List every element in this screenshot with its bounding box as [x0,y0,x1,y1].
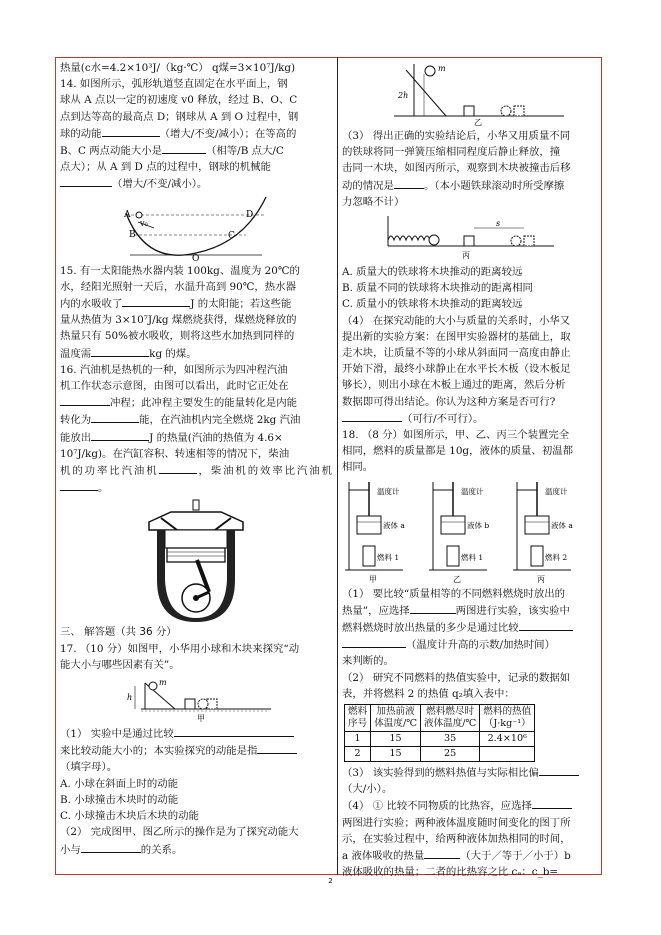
question-17-options [60,776,332,825]
answer-blank[interactable] [159,462,197,474]
table-header: 燃料燃尽时 液体温度/℃ [420,705,479,732]
table-header: 燃料的热值 （J·kg⁻¹） [480,705,535,732]
fuel-data-table [344,704,535,762]
table-row [345,747,535,762]
answer-blank[interactable] [174,725,294,737]
column-divider [337,57,338,875]
question-17-4: （4） 在探究动能的大小与质量的关系时，小华又 提出新的实验方案：在图甲实验器材的基础上，取 走木块，让质量不等的小球从斜面同一高度由静止 开始下滑，最终小球静止在水平长木板（设木板足 够长），则出小球在木板上通过的距离，然后分析 数据即可得出结论。你认为这种方案是否可行? （可行/不可行）。 [342,314,571,425]
question-17: 17. （10 分）如图甲，小华用小球和木块来探究“动 能大小与哪些因素有关”。 [60,642,300,671]
left-column [60,60,332,858]
question-18-2: （2） 研究不同燃料的热值实验中，记录的数据如 表，并将燃料 2 的热值 q₂填入表中： [342,671,571,700]
question-18-3: （3） 该实验得到的燃料热值与实际相比偏 （大/小）。 [342,764,596,797]
answer-blank[interactable] [60,394,110,406]
answer-blank[interactable] [394,177,424,189]
question-16: 16. 汽油机是热机的一种，如图所示为四冲程汽油 机工作状态示意图，由图可以看出，此时它正处在 冲程；此冲程主要发生的能量转化是内能 转化为 能，在汽油机内完全燃烧 2kg 汽油 能放出 J 的热量(汽油的热值为 4.6× 10⁷J/kg)。在汽缸容积、转速相等的情况下，柴油 机的功率比汽油机 ，柴油机的效率比汽油机。 [60,363,333,495]
svg-text:温度计: 温度计 [377,486,400,496]
table-header-row [345,705,535,732]
table-cell: 15 [371,732,421,747]
apparatus-jia [345,482,405,584]
svg-text:乙: 乙 [453,574,461,584]
figure-bing [384,212,554,262]
svg-text:燃料 1: 燃料 1 [377,552,400,562]
option-b: B. 小球撞击木块时的动能 [60,793,179,806]
answer-blank[interactable] [424,847,460,859]
table-cell: 15 [371,747,421,762]
question-17-2: （2） 完成图甲、图乙所示的操作是为了探究动能大 小与 的关系。 [60,826,299,856]
svg-text:温度计: 温度计 [461,486,484,496]
table-row [345,732,535,747]
figure-yi [374,62,564,126]
svg-text:s: s [496,219,501,229]
page-number: 2 [328,877,333,885]
answer-blank[interactable] [519,619,573,631]
svg-text:丙: 丙 [537,574,545,584]
answer-blank[interactable] [410,602,456,614]
question-14: 14. 如图所示，弧形轨道竖直固定在水平面上，钢 球从 A 点以一定的初速度 v0 释放，经过 B、O、C 点到达等高的最高点 D；钢球从 A 到 O 过程中，钢 球的动能 （增大/不变/减小）；在等高的 B、C 两点动能大小是 （相等/B 点大/C 点大）；从 A 到 D 点的过程中，钢球的机械能 （增大/不变/减小）。 [60,78,299,191]
svg-text:液体 a: 液体 a [383,520,405,530]
svg-text:甲: 甲 [197,714,205,724]
apparatus-bing [513,482,573,584]
answer-blank[interactable] [91,345,149,357]
figure-18-apparatus [343,478,595,584]
answer-blank[interactable] [60,479,98,491]
question-17-1: （1） 实验中是通过比较 来比较动能大小的；本实验探究的动能是指 （填字母）。 [60,725,332,776]
answer-blank[interactable] [162,142,206,154]
svg-text:h: h [127,693,133,703]
svg-text:燃料 1: 燃料 1 [461,552,484,562]
svg-text:C: C [228,230,235,241]
answer-blank[interactable] [342,636,406,648]
svg-text:B: B [129,229,136,240]
svg-text:D: D [246,209,254,220]
option-a: A. 质量大的铁球将木块推动的距离较远 [342,266,523,279]
gasoline-engine-figure [141,498,251,622]
answer-blank[interactable] [122,295,190,307]
svg-text:丙: 丙 [462,251,470,261]
section-3-heading: 三、 解答题（共 36 分） [60,626,177,639]
question-18-1: （1） 要比较“质量相等的不同燃料燃烧时放出的 热量”，应选择 两图进行实验，该实验中 燃料燃烧时放出热量的多少是通过比较 （温度计升高的示数/加热时间） 来判断的。 [342,586,596,670]
svg-text:液体 a: 液体 a [551,520,573,530]
table-cell-blank[interactable] [480,747,535,762]
option-b: B. 质量不同的铁球将木块推动的距离相同 [342,282,533,295]
svg-text:乙: 乙 [474,118,482,126]
table-header: 加热前液 体温度/℃ [371,705,421,732]
answer-blank[interactable] [257,742,297,754]
question-17-3: （3） 得出正确的实验结论后，小华又用质量不同 的铁球将同一弹簧压缩相同程度后静止释放，撞 击同一木块，如图丙所示，观察到木块被撞击后移 动的情况是 。（本小题铁球滚动时所受摩擦 力忽略不计） [342,130,571,208]
apparatus-yi [429,482,489,584]
answer-blank[interactable] [60,175,112,187]
answer-blank[interactable] [539,764,579,776]
svg-text:m: m [438,64,446,73]
question-15: 15. 有一太阳能热水器内装 100kg、温度为 20℃的 水，经阳光照射一天后，水温升高到 90℃，热水器 内的水吸收了 J 的太阳能；若这些能 量从热值为 3×10⁷J/kg 煤燃烧获得，煤燃烧释放的 热量只有 50%被水吸收，则将这些水加热到同样的 温度需 kg 的煤。 [60,264,300,360]
svg-text:液体 b: 液体 b [467,520,490,530]
svg-text:温度计: 温度计 [545,486,568,496]
figure-jia [121,675,271,723]
question-17-3-options [342,264,596,313]
svg-text:O: O [192,253,200,261]
table-cell: 2.4×10⁶ [480,732,535,747]
table-cell: 1 [345,732,371,747]
option-c: C. 质量小的铁球将木块推动的距离较远 [342,298,523,311]
table-cell: 2 [345,747,371,762]
answer-blank[interactable] [81,841,141,853]
svg-text:2h: 2h [398,91,409,100]
answer-blank[interactable] [91,429,149,441]
table-header: 燃料 序号 [345,705,371,732]
question-18-4: （4） ① 比较不同物质的比热容，应选择 两图进行实验；两种液体温度随时间变化的图丁所 示，在实验过程中，给两种液体加热相同的时间， a 液体吸收的热量 （大于／等于／小于）b 液体吸收的热量；二者的比热容之比 cₐ：c_b= [342,797,596,880]
svg-text:甲: 甲 [369,574,377,584]
answer-blank[interactable] [532,797,572,809]
table-cell: 25 [420,747,479,762]
svg-text:v₀: v₀ [140,218,148,228]
question-18: 18. （8 分）如图所示，甲、乙、丙三个装置完全 相同，燃料的质量都是 10g，液体的质量、初温都 相同。 [342,429,573,474]
option-c: C. 小球撞击木块后木块的动能 [60,810,199,823]
svg-text:m: m [159,678,167,688]
q13-tail: 热量(c水=4.2×10³J/（kg·℃） q煤=3×10⁷J/kg) [60,62,296,74]
svg-text:A: A [124,209,131,220]
table-cell: 35 [420,732,479,747]
arc-track-figure [116,195,276,261]
answer-blank[interactable] [91,411,139,423]
answer-blank[interactable] [102,125,160,137]
answer-blank[interactable] [342,410,402,422]
right-column [342,60,596,881]
option-a: A. 小球在斜面上时的动能 [60,777,179,790]
svg-text:燃料 2: 燃料 2 [545,552,568,562]
